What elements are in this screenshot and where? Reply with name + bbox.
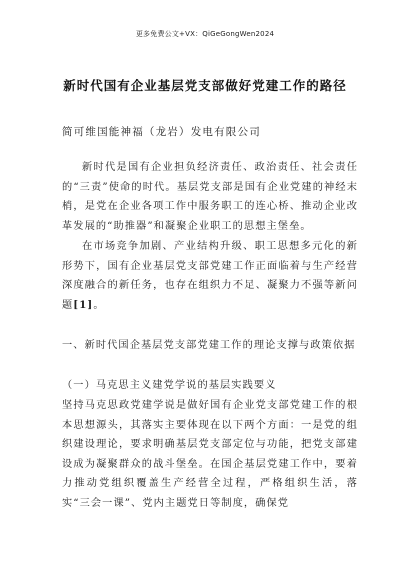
paragraph-2-main: 在市场竞争加剧、产业结构升级、职工思想多元化的新形势下，国有企业基层党支部党建工作正面临着与生产经营深度融合的新任务，也存在组织力不足、凝聚力不强等新问题 bbox=[62, 241, 358, 311]
author-line: 简可维国能神福（龙岩）发电有限公司 bbox=[62, 126, 261, 138]
subsection-heading bbox=[62, 376, 358, 396]
header-note: 更多免费公文+VX：QiGeGongWen2024 bbox=[135, 30, 275, 38]
paragraph-2-end: 。 bbox=[93, 299, 105, 311]
subsection-heading-text: （一）马克思主义建党学说的基层实践要义 bbox=[62, 380, 277, 391]
paragraph-2 bbox=[62, 237, 358, 315]
section-heading bbox=[62, 336, 358, 356]
paragraph-3-text: 坚持马克思政党建学说是做好国有企业党支部党建工作的根本思想源头，其落实主要体现在以下两个方面：一是党的组织建设理论，要求明确基层党支部定位与功能，把党支部建设成为凝聚群众的战斗堡垒。在国企基层党建工作中，要着力推动党组织覆盖生产经营全过程，严格组织生活，落实“三会一课”、党内主题党日等制度，确保党 bbox=[62, 400, 358, 509]
paragraph-1 bbox=[62, 158, 358, 236]
paragraph-1-text: 新时代是国有企业担负经济责任、政治责任、社会责任的“三责”使命的时代。基层党支部是国有企业党建的神经末梢，是党在企业各项工作中服务职工的连心桥、推动企业改革发展的“助推器”和凝聚企业职工的思想主堡垒。 bbox=[62, 162, 358, 232]
section-heading-text: 一、新时代国企基层党支部党建工作的理论支撑与政策依据 bbox=[62, 340, 356, 351]
document-title: 新时代国有企业基层党支部做好党建工作的路径 bbox=[63, 78, 347, 93]
paragraph-3 bbox=[62, 396, 358, 513]
paragraph-2-text bbox=[62, 237, 358, 315]
citation-marker: [1] bbox=[73, 298, 94, 311]
